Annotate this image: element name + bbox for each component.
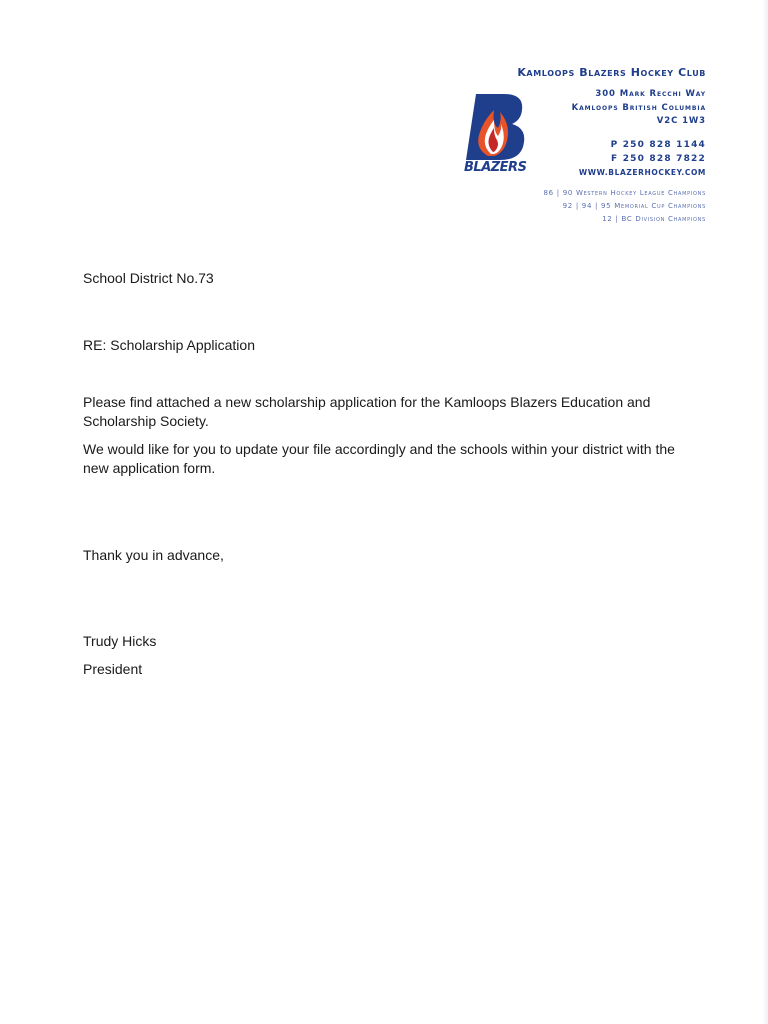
signatory-name: Trudy Hicks (83, 633, 157, 649)
signatory-title: President (83, 661, 143, 677)
address-line-city: Kamloops British Columbia (571, 102, 706, 113)
phone-number: P 250 828 1144 (610, 140, 706, 150)
championships-list (420, 187, 706, 226)
closing: Thank you in advance, (83, 547, 224, 563)
body-paragraph-1: Please find attached a new scholarship application for the Kamloops Blazers Education and Scholarship Society. (83, 394, 651, 429)
address-line-street: 300 Mark Recchi Way (595, 89, 706, 99)
recipient: School District No.73 (83, 270, 214, 286)
page-edge (762, 0, 768, 1024)
club-name: Kamloops Blazers Hockey Club (517, 66, 706, 79)
logo-wordmark: BLAZERS (464, 160, 527, 175)
address-line-postal: V2C 1W3 (656, 116, 706, 126)
championship-memorial-cup: 92 | 94 | 95 Memorial Cup Champions (562, 202, 706, 210)
subject-line: RE: Scholarship Application (83, 337, 255, 353)
fax-number: F 250 828 7822 (611, 153, 706, 164)
body-paragraph-2: We would like for you to update your file accordingly and the schools within your district with the new application form. (83, 441, 675, 476)
club-address (500, 88, 706, 129)
championship-whl: 86 | 90 Western Hockey League Champions (543, 189, 706, 197)
championship-bc-division: 12 | BC Division Champions (602, 215, 706, 223)
website: WWW.BLAZERHOCKEY.COM (578, 168, 706, 177)
club-contact (500, 139, 706, 180)
